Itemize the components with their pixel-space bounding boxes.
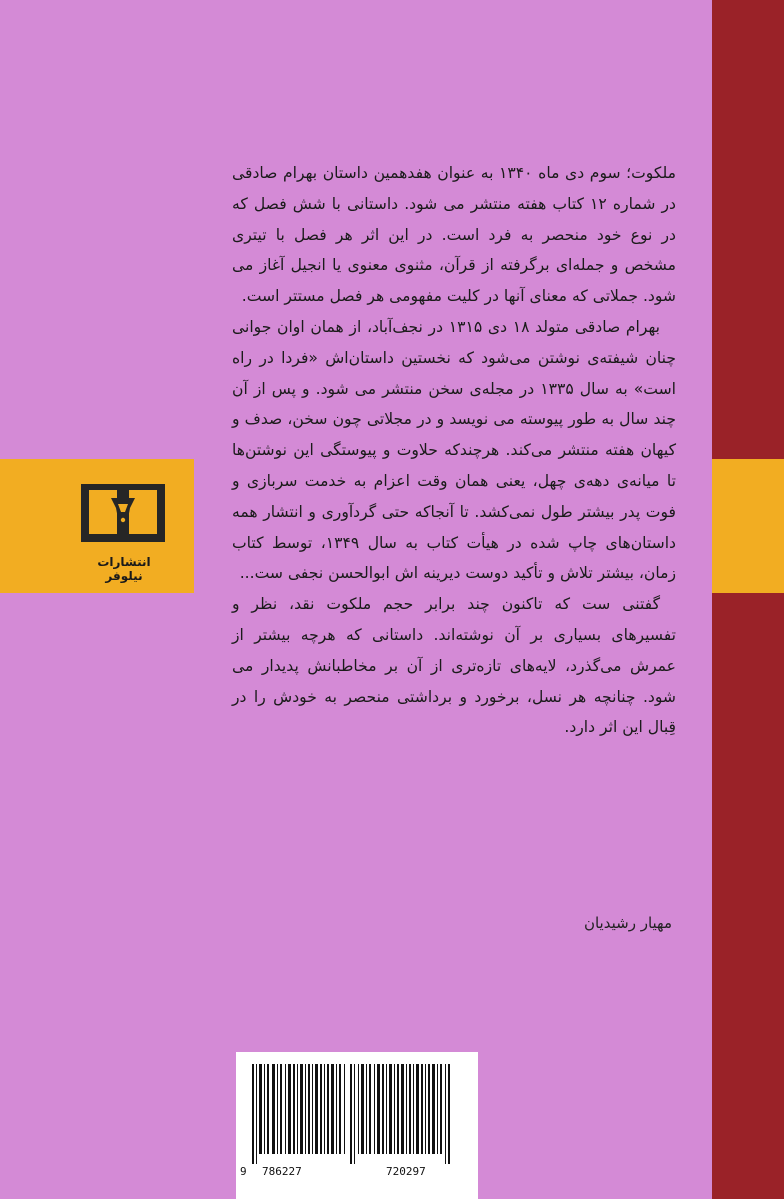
barcode: [236, 1052, 478, 1199]
paragraph: بهرام صادقی متولد ۱۸ دی ۱۳۱۵ در نجف‌آباد، از همان اوان جوانی چنان شیفته‌ی نوشتن می‌شود که نخستین داستان‌اش «فردا در راه است» به سال ۱۳۳۵ در مجله‌ی سخن منتشر می شود. و پس از آن چند سال به طور پیوسته می نویسد و در مجلاتی چون سخن، صدف و کیهان هفته منتشر می‌کند. هرچندکه حلاوت و پیوستگی این نوشتن‌ها تا میانه‌ی دهه‌ی چهل، یعنی همان وقت اعزام به خدمت سربازی و فوت پدر بیشتر طول نمی‌کشد. تا آنجاکه حتی گردآوری و انتشار همه داستان‌های چاپ شده در هیأت کتاب به سال ۱۳۴۹، توسط کتاب زمان، بیشتر تلاش و تأکید دوست دیرینه اش ابوالحسن نجفی ست...: [232, 317, 676, 583]
author-signature: مهیار رشیدیان: [583, 914, 672, 932]
paragraph: ملکوت؛ سوم دی ماه ۱۳۴۰ به عنوان هفدهمین داستان بهرام صادقی در شماره ۱۲ کتاب هفته منتشر می شود. داستانی با شش فصل که در نوع خود منحصر به فرد است. در این اثر هر فصل با تیتری مشخص و جمله‌ای برگرفته از قرآن، مثنوی معنوی یا انجیل آغاز می شود. جملاتی که معنای آنها در کلیت مفهومی هر فصل مستتر است.: [232, 164, 677, 306]
book-spine: [712, 0, 784, 1199]
book-pen-logo-icon: [81, 484, 165, 542]
barcode-digit-left: 9: [240, 1165, 247, 1178]
paragraph: گفتنی ست که تاکنون چند برابر حجم ملکوت نقد، نظر و تفسیرهای بسیاری بر آن نوشته‌اند. داستانی که هرچه بیشتر از عمرش می‌گذرد، لایه‌های تازه‌تری از آن بر مخاطبانش پدیدار می شود. چنانچه هر نسل، برخورد و برداشتی منحصر به خودش را در قِبال این اثر دارد.: [232, 595, 676, 737]
barcode-digits-right: 720297: [386, 1165, 426, 1178]
blurb-text: [232, 158, 676, 743]
barcode-digits-middle: 786227: [262, 1165, 302, 1178]
spine-yellow-band: [712, 459, 784, 593]
publisher-name: انتشارات نیلوفر: [97, 555, 151, 583]
